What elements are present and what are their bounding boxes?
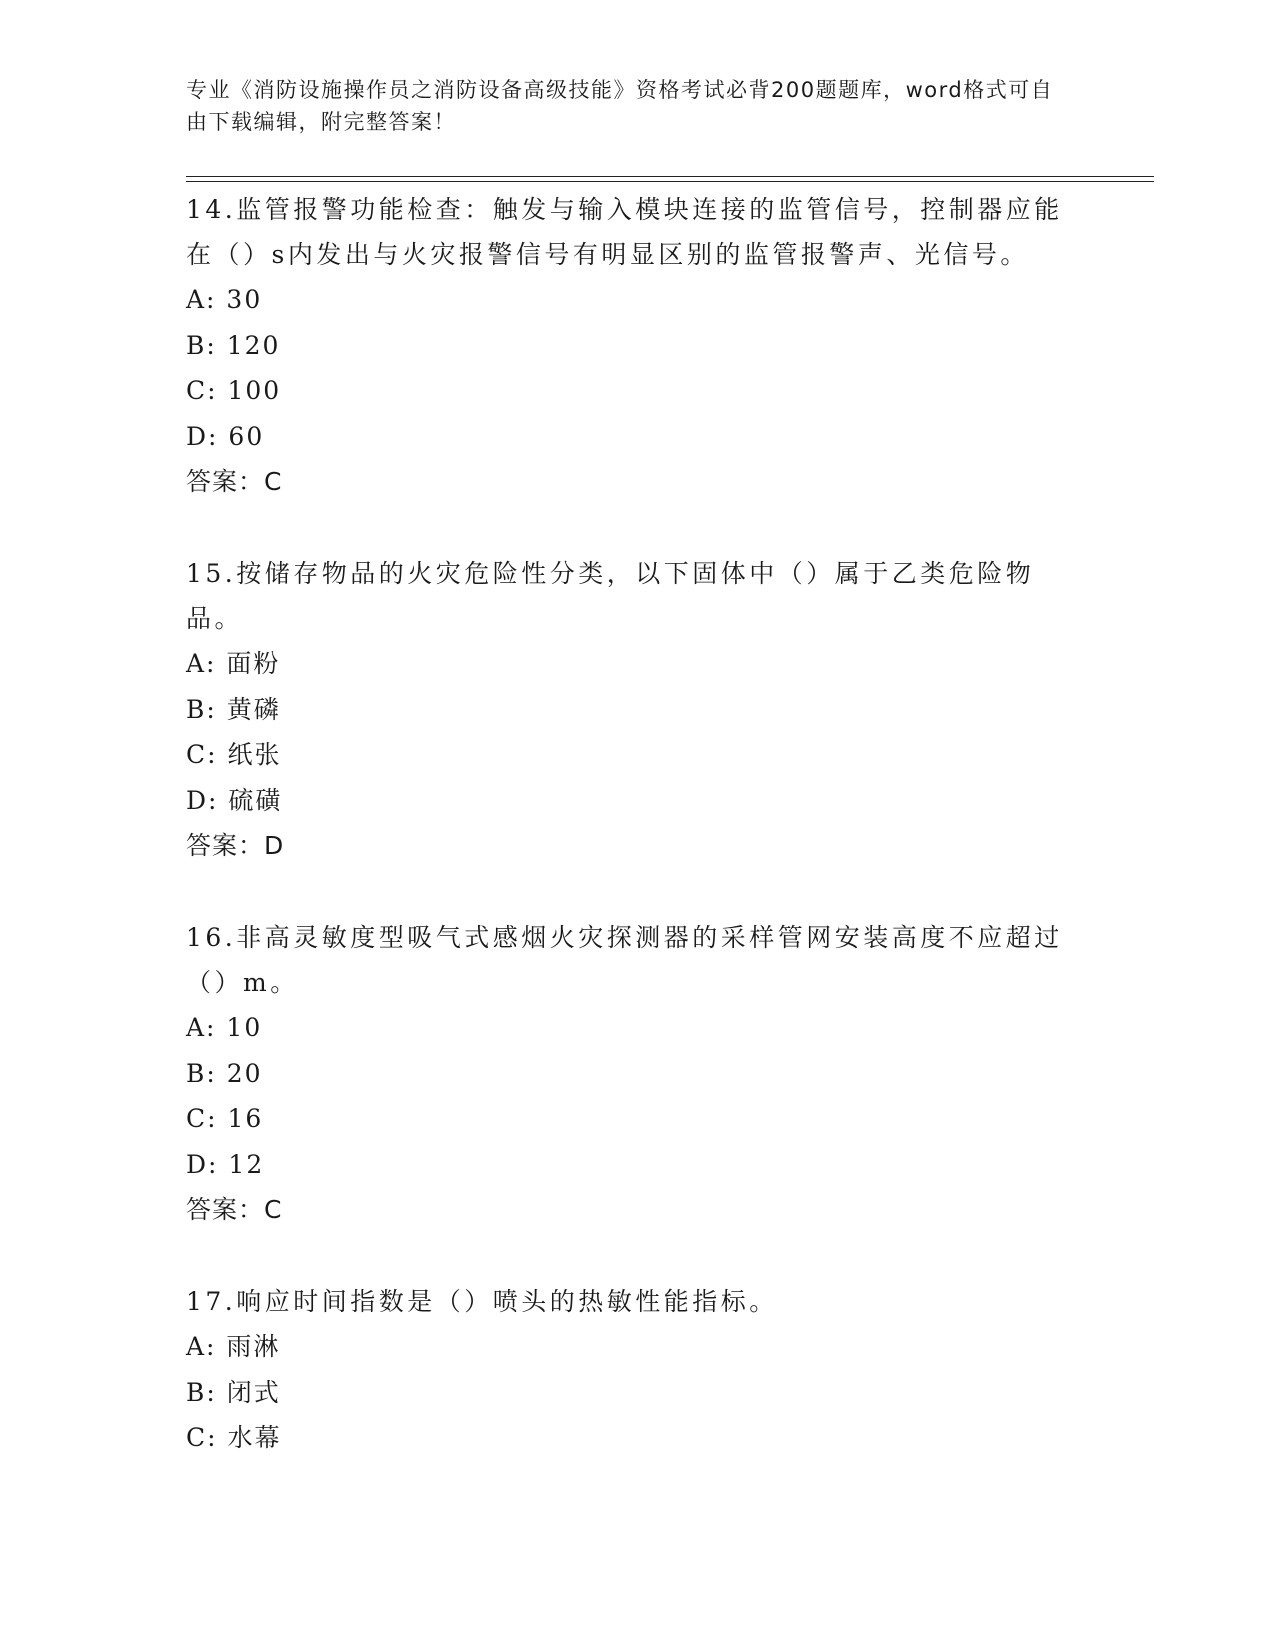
option-a: A: 面粉 (186, 649, 281, 678)
header-divider-top (186, 176, 1154, 177)
question-stem: 15.按储存物品的火灾危险性分类，以下固体中（）属于乙类危险物品。 (186, 559, 1035, 633)
question-stem: 16.非高灵敏度型吸气式感烟火灾探测器的采样管网安装高度不应超过（）m。 (186, 923, 1063, 997)
option-a: A: 30 (186, 285, 263, 314)
option-d: D: 60 (186, 421, 265, 451)
option-c: C: 纸张 (186, 740, 282, 769)
option-d: D: 硫磺 (186, 785, 283, 815)
question-16 (186, 915, 1076, 1232)
question-stem: 14.监管报警功能检查：触发与输入模块连接的监管信号，控制器应能在（）s内发出与火灾报警信号有明显区别的监管报警声、光信号。 (186, 195, 1063, 269)
option-b: B: 120 (186, 330, 281, 360)
question-stem: 17.响应时间指数是（）喷头的热敏性能指标。 (186, 1287, 778, 1316)
answer: 答案：C (186, 1195, 283, 1224)
option-b: B: 黄磷 (186, 694, 281, 724)
option-c: C: 100 (186, 376, 282, 405)
document-header: 专业《消防设施操作员之消防设备高级技能》资格考试必背200题题库，word格式可自由下载编辑，附完整答案！ (186, 78, 1054, 134)
question-14 (186, 187, 1076, 504)
option-a: A: 10 (186, 1013, 263, 1042)
option-c: C: 水幕 (186, 1423, 282, 1452)
option-c: C: 16 (186, 1104, 264, 1133)
header-divider-bottom (186, 181, 1154, 182)
option-b: B: 20 (186, 1058, 263, 1088)
question-17 (186, 1279, 1076, 1461)
option-a: A: 雨淋 (186, 1332, 281, 1361)
question-15 (186, 551, 1076, 868)
answer: 答案：D (186, 831, 285, 860)
option-b: B: 闭式 (186, 1377, 281, 1407)
option-d: D: 12 (186, 1149, 265, 1179)
answer: 答案：C (186, 467, 283, 496)
